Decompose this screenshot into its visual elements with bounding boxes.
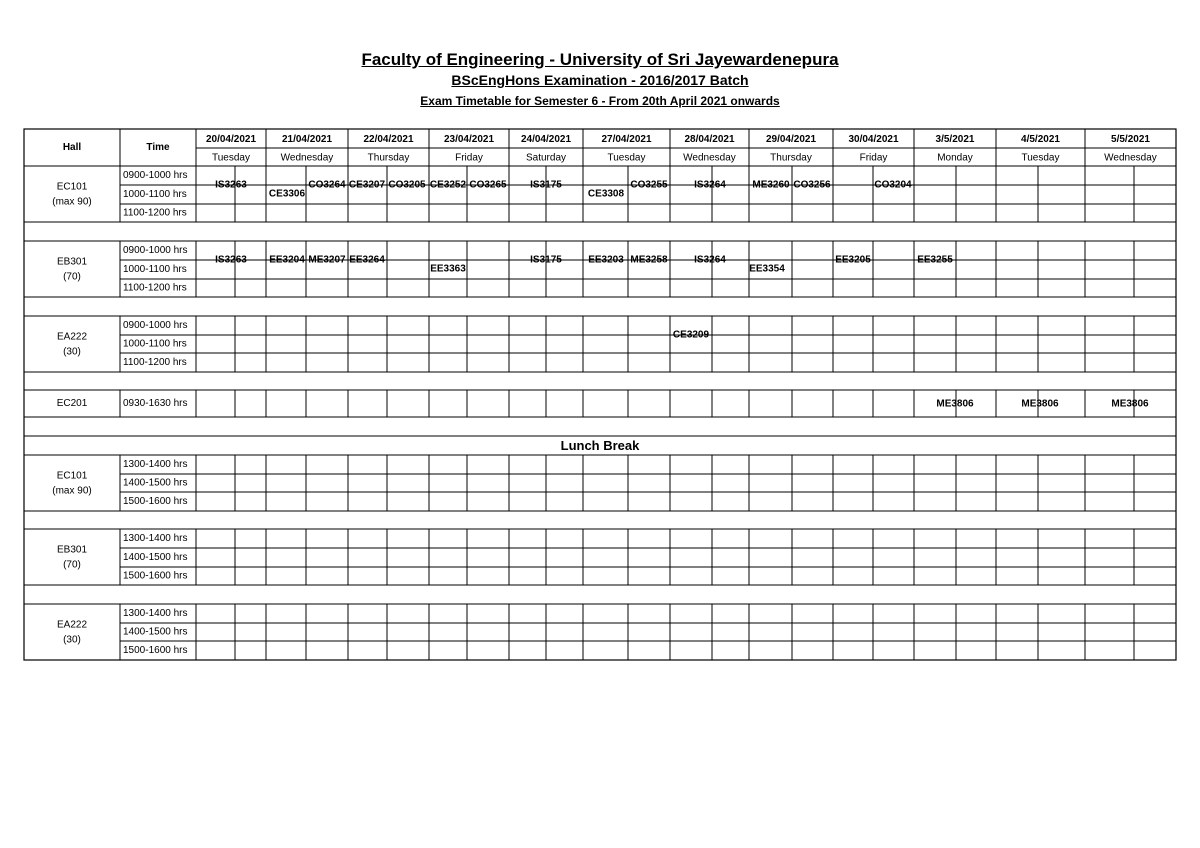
date-header: 20/04/2021 — [205, 134, 257, 146]
date-header: 22/04/2021 — [363, 134, 414, 146]
ec101-hall-name: EC101 — [56, 181, 88, 193]
timetable-caption: Exam Timetable for Semester 6 - From 20th April 2021 onwards — [420, 94, 780, 108]
time-column-header: Time — [146, 142, 170, 154]
time-slot-label: 1100-1200 hrs — [123, 207, 187, 219]
exam-code: CE3209 — [672, 329, 710, 341]
time-slot-label: 1400-1500 hrs — [123, 552, 188, 564]
exam-code: EE3203 — [588, 254, 624, 266]
exam-code: ME3207 — [308, 254, 346, 266]
exam-code: CO3204 — [874, 179, 912, 191]
exam-code: EE3354 — [749, 263, 785, 275]
time-slot-label: 1300-1400 hrs — [123, 608, 188, 620]
exam-code: EE3205 — [835, 254, 871, 266]
eb301-hall-name: EB301 — [56, 256, 88, 268]
exam-code: CE3306 — [268, 188, 306, 200]
day-header: Wednesday — [683, 152, 736, 164]
exam-code: ME3806 — [936, 398, 974, 410]
date-header: 24/04/2021 — [520, 134, 572, 146]
day-header: Tuesday — [1021, 152, 1060, 164]
exam-code: ME3260 — [752, 179, 790, 191]
exam-code: CE3252 — [429, 179, 467, 191]
time-slot-label: 1000-1100 hrs — [123, 338, 187, 350]
hall-column-header: Hall — [62, 142, 82, 154]
exam-code: IS3264 — [694, 179, 726, 191]
eb301-pm-hall-capacity: (70) — [63, 559, 81, 571]
time-slot-label: 1100-1200 hrs — [123, 357, 187, 369]
eb301-pm-hall-name: EB301 — [56, 544, 88, 556]
day-header: Saturday — [525, 152, 567, 164]
exam-code: ME3806 — [1111, 398, 1149, 410]
time-slot-label: 1400-1500 hrs — [123, 477, 188, 489]
exam-code: CE3308 — [587, 188, 625, 200]
exam-code: EE3264 — [349, 254, 385, 266]
time-slot-label: 1500-1600 hrs — [123, 570, 188, 582]
exam-code: CO3265 — [469, 179, 507, 191]
day-header: Tuesday — [607, 152, 646, 164]
eb301-hall-capacity: (70) — [63, 271, 81, 283]
time-slot-label: 1000-1100 hrs — [123, 189, 187, 201]
date-header: 30/04/2021 — [848, 134, 899, 146]
date-header: 28/04/2021 — [684, 134, 735, 146]
day-header: Tuesday — [212, 152, 250, 164]
date-header: 29/04/2021 — [765, 134, 817, 146]
day-header: Friday — [859, 152, 888, 164]
time-slot-label: 1100-1200 hrs — [123, 282, 187, 294]
date-header: 21/04/2021 — [281, 134, 333, 146]
table-border — [24, 129, 1176, 660]
time-slot-label: 1000-1100 hrs — [123, 264, 187, 276]
ec101-pm-hall-name: EC101 — [56, 470, 88, 482]
exam-code: ME3258 — [630, 254, 668, 266]
time-slot-label: 1500-1600 hrs — [123, 645, 188, 657]
date-header: 4/5/2021 — [1021, 134, 1060, 146]
time-slot-label: 0900-1000 hrs — [123, 170, 188, 182]
time-slot-label: 1400-1500 hrs — [123, 626, 188, 638]
day-header: Monday — [937, 152, 973, 164]
time-slot-label: 1300-1400 hrs — [123, 459, 188, 471]
exam-code: CE3207 — [348, 179, 386, 191]
exam-code: IS3264 — [694, 254, 726, 266]
time-slot-label: 1500-1600 hrs — [123, 496, 188, 508]
day-header: Thursday — [770, 152, 812, 164]
date-header: 27/04/2021 — [601, 134, 652, 146]
document-title: Faculty of Engineering - University of Sri Jayewardenepura — [361, 50, 839, 69]
exam-code: IS3175 — [530, 254, 562, 266]
day-header: Thursday — [367, 152, 410, 164]
time-slot-label: 0900-1000 hrs — [123, 320, 188, 332]
ec101-pm-hall-capacity: (max 90) — [52, 485, 92, 497]
ea222-pm-hall-name: EA222 — [56, 619, 88, 631]
day-header: Wednesday — [1104, 152, 1157, 164]
exam-code: CO3255 — [630, 179, 668, 191]
ea222-hall-name: EA222 — [56, 331, 88, 343]
ea222-hall-capacity: (30) — [63, 346, 81, 358]
exam-code: CO3256 — [793, 179, 831, 191]
time-slot-label: 1300-1400 hrs — [123, 533, 188, 545]
day-header: Friday — [455, 152, 483, 164]
ec201-hall-name: EC201 — [56, 398, 88, 410]
exam-code: CO3264 — [308, 179, 346, 191]
document-subtitle: BScEngHons Examination - 2016/2017 Batch — [451, 72, 749, 88]
day-header: Wednesday — [280, 152, 334, 164]
lunch-break-label: Lunch Break — [560, 437, 640, 453]
exam-code: EE3363 — [430, 263, 466, 275]
exam-code: ME3806 — [1021, 398, 1059, 410]
exam-code: IS3263 — [215, 179, 247, 191]
date-header: 23/04/2021 — [443, 134, 495, 146]
exam-code: IS3175 — [530, 179, 562, 191]
time-slot-label: 0930-1630 hrs — [123, 398, 188, 410]
ea222-pm-hall-capacity: (30) — [63, 634, 81, 646]
exam-code: EE3255 — [917, 254, 953, 266]
exam-code: EE3204 — [269, 254, 305, 266]
date-header: 5/5/2021 — [1111, 134, 1150, 146]
ec101-hall-capacity: (max 90) — [52, 196, 92, 208]
date-header: 3/5/2021 — [935, 134, 975, 146]
exam-code: IS3263 — [215, 254, 247, 266]
exam-code: CO3205 — [388, 179, 426, 191]
time-slot-label: 0900-1000 hrs — [123, 245, 188, 257]
